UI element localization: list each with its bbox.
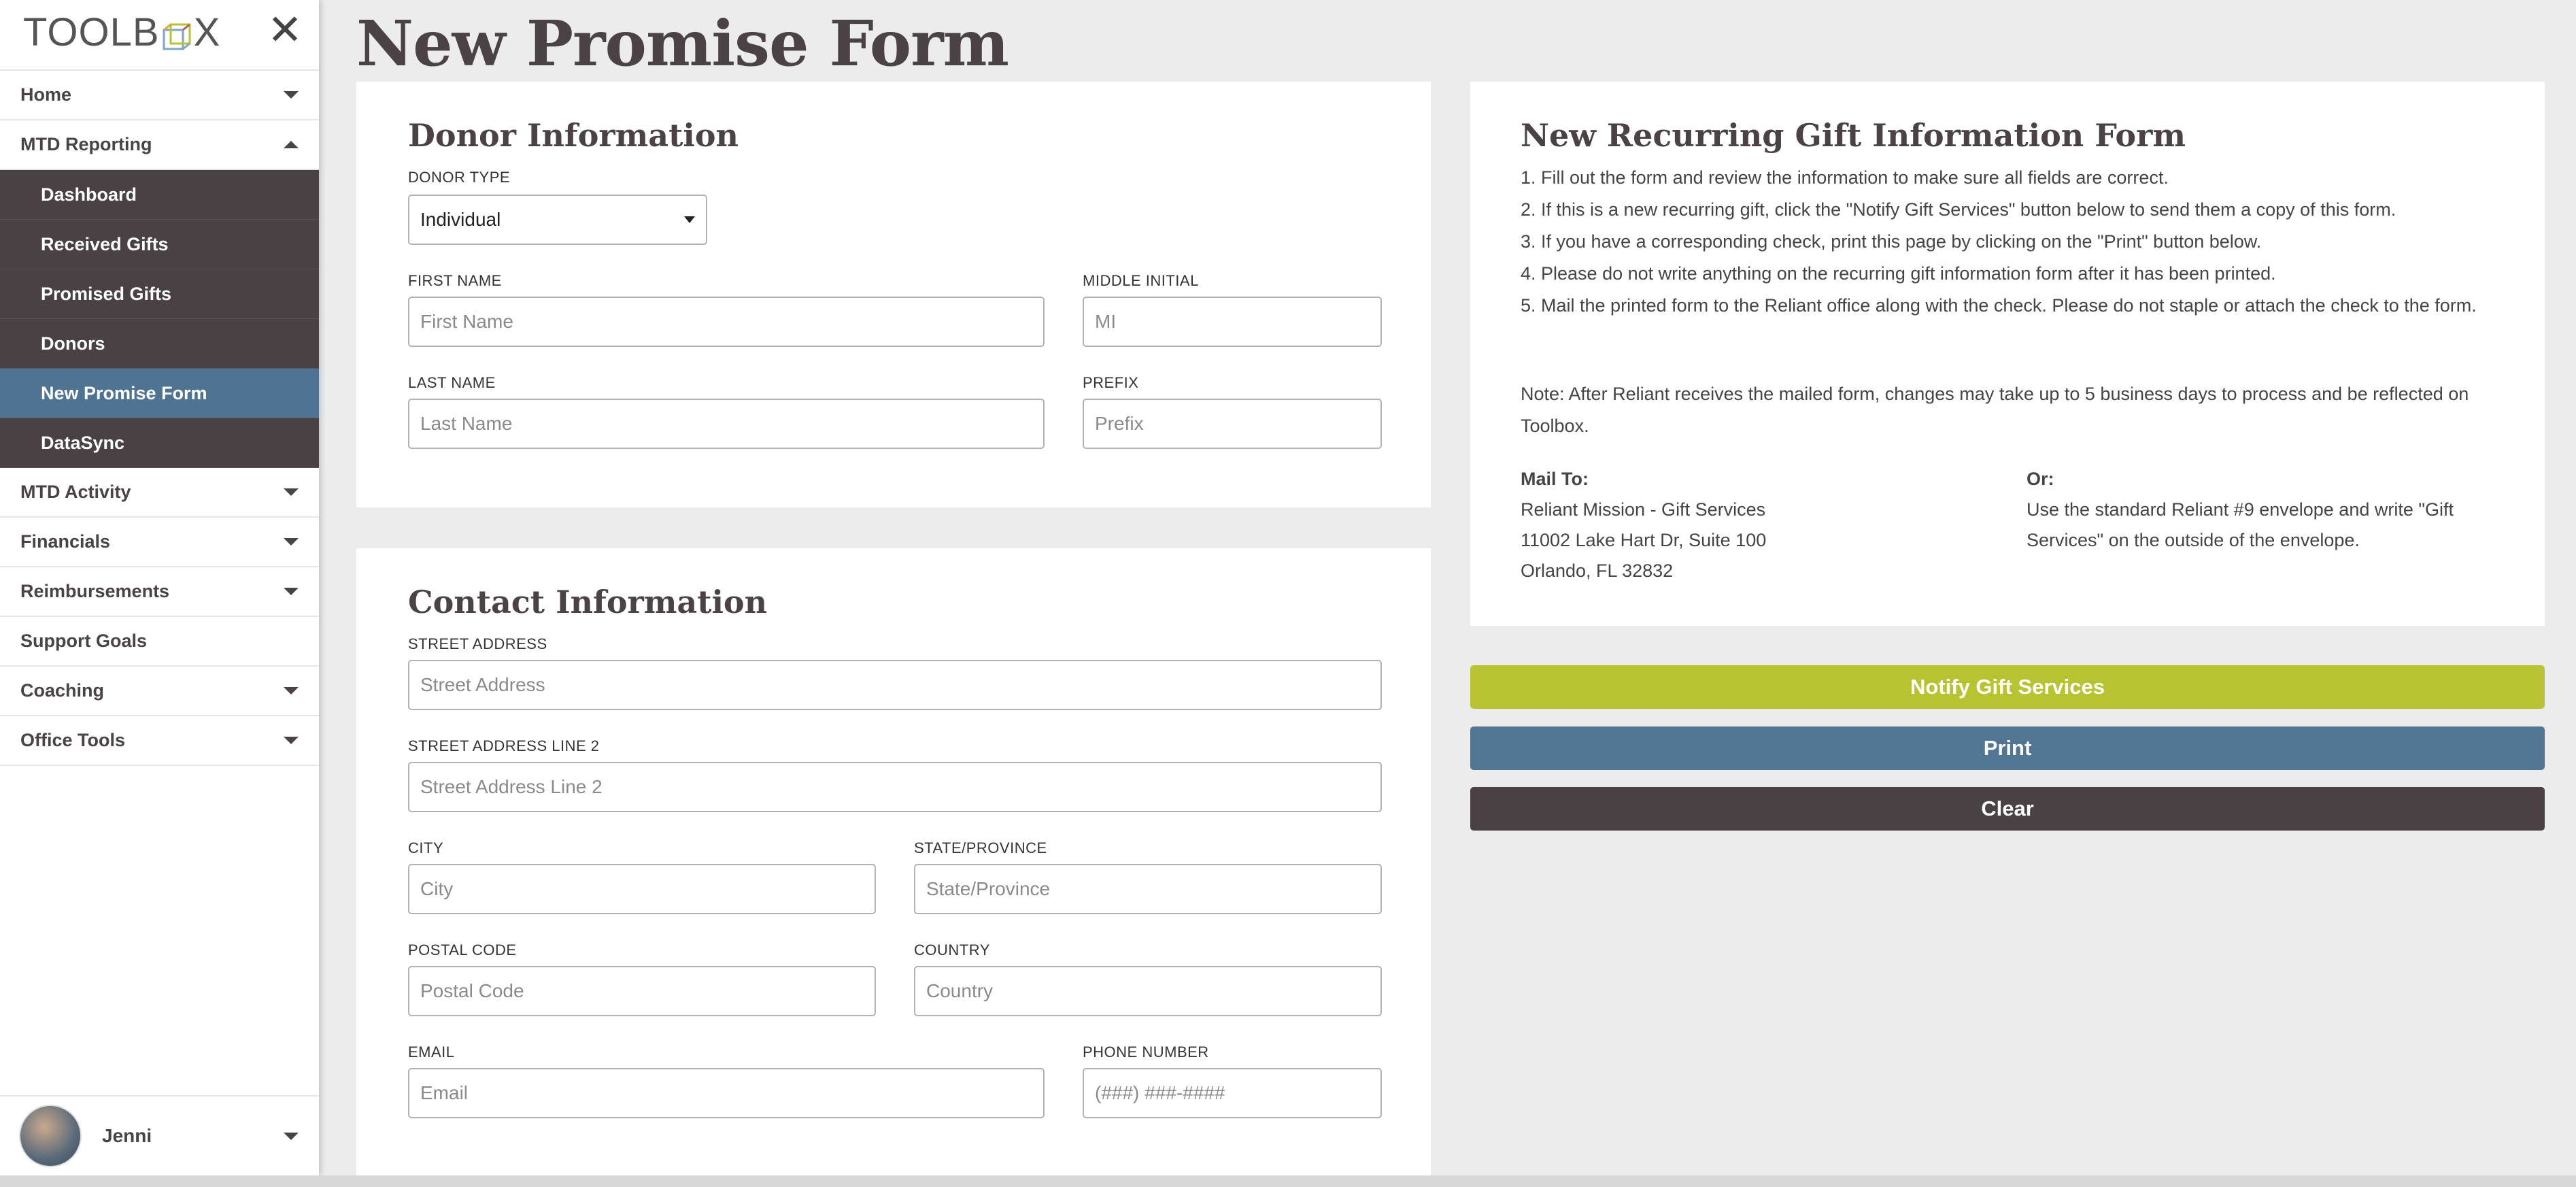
phone-number-input[interactable] <box>1083 1068 1382 1118</box>
sidebar-item-label: MTD Activity <box>20 482 131 502</box>
bottom-bar <box>0 1175 2576 1187</box>
instruction-step: 3. If you have a corresponding check, print this page by clicking on the "Print" button below. <box>1521 231 2262 252</box>
donor-information-card <box>356 82 1431 507</box>
last-name-input[interactable] <box>408 399 1045 449</box>
sidebar-subitem-dashboard[interactable] <box>0 170 319 220</box>
sidebar-subitem-datasync[interactable] <box>0 418 319 468</box>
sidebar-item-label: Office Tools <box>20 730 126 750</box>
brand-header <box>0 0 319 71</box>
or-label: Or: <box>2027 469 2054 489</box>
sidebar-item-coaching[interactable] <box>0 667 319 716</box>
instructions-list <box>1521 162 2500 322</box>
street-address-input[interactable] <box>408 660 1382 710</box>
chevron-up-icon <box>284 141 299 148</box>
toolbox-logo[interactable] <box>23 10 220 55</box>
donor-information-title: Donor Information <box>408 117 739 154</box>
chevron-down-icon <box>284 737 299 744</box>
contact-information-card <box>356 548 1431 1175</box>
page-title: New Promise Form <box>356 7 1009 80</box>
sidebar-subitem-label: Promised Gifts <box>41 283 172 304</box>
country-input[interactable] <box>914 966 1382 1016</box>
sidebar-subitem-label: New Promise Form <box>41 382 207 403</box>
logo-text-right: X <box>193 10 221 54</box>
donor-type-label: DONOR TYPE <box>408 169 511 186</box>
last-name-label: LAST NAME <box>408 374 496 391</box>
sidebar-subitem-label: Donors <box>41 333 105 354</box>
sidebar-item-label: Home <box>20 84 72 105</box>
print-button[interactable]: Print <box>1470 726 2545 770</box>
city-label: CITY <box>408 839 444 856</box>
sidebar-subitem-new-promise-form[interactable] <box>0 369 319 418</box>
sidebar <box>0 0 319 1175</box>
or-text: Use the standard Reliant #9 envelope and write "Gift Services" on the outside of the envelope. <box>2027 499 2454 550</box>
instruction-step: 2. If this is a new recurring gift, click the "Notify Gift Services" button below to send them a copy of this form. <box>1521 199 2396 220</box>
prefix-input[interactable] <box>1083 399 1382 449</box>
user-name: Jenni <box>102 1125 152 1146</box>
sidebar-item-mtd-activity[interactable] <box>0 468 319 518</box>
sidebar-item-mtd-reporting[interactable] <box>0 120 319 170</box>
sidebar-subitem-label: Dashboard <box>41 184 137 205</box>
street-address-2-label: STREET ADDRESS LINE 2 <box>408 737 600 754</box>
state-province-label: STATE/PROVINCE <box>914 839 1047 856</box>
sidebar-item-reimbursements[interactable] <box>0 567 319 617</box>
instruction-step: 1. Fill out the form and review the information to make sure all fields are correct. <box>1521 167 2169 188</box>
chevron-down-icon <box>284 687 299 695</box>
sidebar-item-label: MTD Reporting <box>20 134 152 154</box>
middle-initial-input[interactable] <box>1083 297 1382 347</box>
phone-number-label: PHONE NUMBER <box>1083 1043 1209 1060</box>
sidebar-item-label: Reimbursements <box>20 581 170 601</box>
sidebar-subitem-label: DataSync <box>41 432 125 453</box>
user-menu[interactable] <box>0 1095 319 1175</box>
first-name-input[interactable] <box>408 297 1045 347</box>
avatar <box>19 1105 82 1167</box>
first-name-label: FIRST NAME <box>408 272 502 289</box>
mail-to-line: Reliant Mission - Gift Services <box>1521 499 1766 520</box>
or-block <box>2027 464 2496 556</box>
prefix-label: PREFIX <box>1083 374 1139 391</box>
dropdown-arrow-icon <box>684 216 695 223</box>
clear-button[interactable]: Clear <box>1470 787 2545 831</box>
chevron-down-icon <box>284 588 299 595</box>
sidebar-subitem-donors[interactable] <box>0 319 319 369</box>
sidebar-subitem-received-gifts[interactable] <box>0 220 319 269</box>
chevron-down-icon <box>284 538 299 546</box>
chevron-down-icon <box>284 488 299 496</box>
middle-initial-label: MIDDLE INITIAL <box>1083 272 1199 289</box>
sidebar-item-label: Support Goals <box>20 631 148 651</box>
postal-code-label: POSTAL CODE <box>408 941 517 958</box>
sidebar-subitem-promised-gifts[interactable] <box>0 269 319 319</box>
sidebar-item-label: Coaching <box>20 680 105 701</box>
donor-type-select[interactable] <box>408 195 707 245</box>
sidebar-item-label: Financials <box>20 531 111 552</box>
instruction-step: 4. Please do not write anything on the recurring gift information form after it has been printed. <box>1521 263 2276 284</box>
state-province-input[interactable] <box>914 864 1382 914</box>
donor-type-value: Individual <box>420 209 501 230</box>
country-label: COUNTRY <box>914 941 990 958</box>
street-address-label: STREET ADDRESS <box>408 635 547 652</box>
instruction-step: 5. Mail the printed form to the Reliant office along with the check. Please do not staple or attach the check to the form. <box>1521 295 2477 316</box>
chevron-down-icon <box>284 91 299 99</box>
processing-note-text: Note: After Reliant receives the mailed form, changes may take up to 5 business days to process and be reflected on Toolbox. <box>1521 384 2469 436</box>
sidebar-subitem-label: Received Gifts <box>41 233 169 254</box>
sidebar-item-support-goals[interactable] <box>0 617 319 667</box>
street-address-2-input[interactable] <box>408 762 1382 812</box>
mail-to-label: Mail To: <box>1521 469 1589 489</box>
chevron-down-icon <box>284 1133 299 1140</box>
mail-to-line: 11002 Lake Hart Dr, Suite 100 <box>1521 530 1767 550</box>
email-input[interactable] <box>408 1068 1045 1118</box>
recurring-gift-info-title: New Recurring Gift Information Form <box>1521 117 2186 154</box>
sidebar-item-financials[interactable] <box>0 518 319 567</box>
recurring-gift-info-card <box>1470 82 2545 626</box>
postal-code-input[interactable] <box>408 966 876 1016</box>
mail-to-block <box>1521 464 1983 586</box>
processing-note <box>1521 378 2500 442</box>
logo-text-left: TOOLB <box>23 10 160 54</box>
email-label: EMAIL <box>408 1043 455 1060</box>
close-icon[interactable]: ✕ <box>267 7 303 54</box>
notify-gift-services-button[interactable]: Notify Gift Services <box>1470 665 2545 709</box>
logo-cube-icon <box>161 17 192 48</box>
sidebar-nav <box>0 71 319 766</box>
contact-information-title: Contact Information <box>408 584 768 620</box>
sidebar-item-office-tools[interactable] <box>0 716 319 766</box>
city-input[interactable] <box>408 864 876 914</box>
sidebar-item-home[interactable] <box>0 71 319 120</box>
mail-to-line: Orlando, FL 32832 <box>1521 561 1674 581</box>
